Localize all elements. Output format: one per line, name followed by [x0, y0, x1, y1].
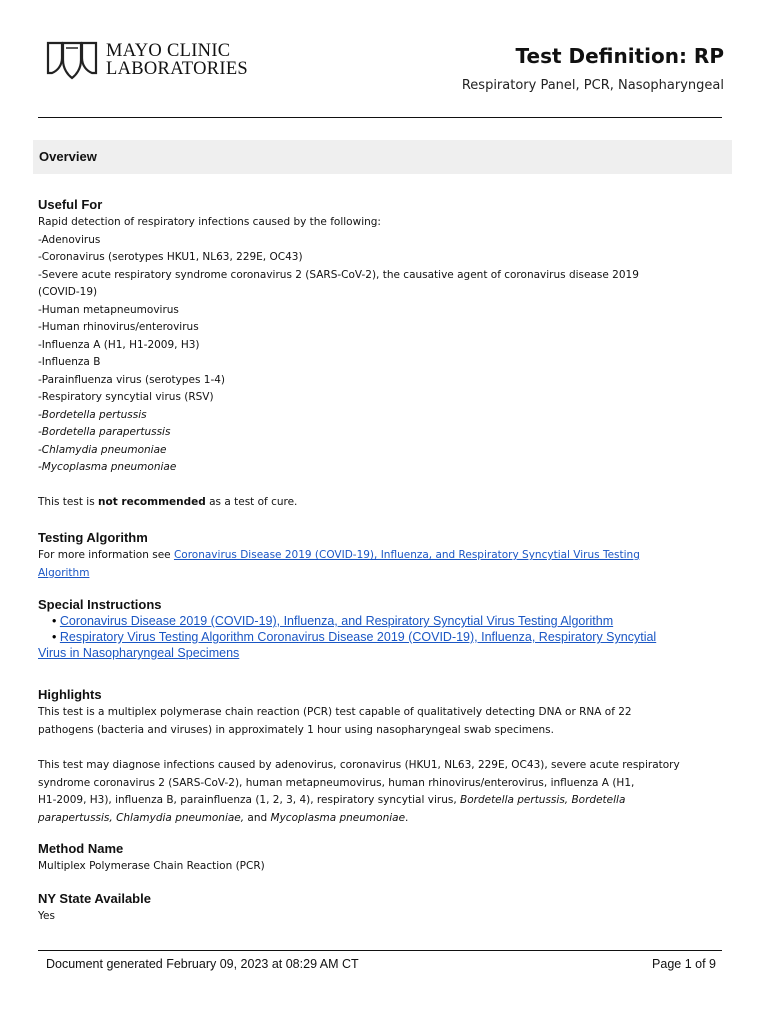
- list-item: -Parainfluenza virus (serotypes 1-4): [38, 373, 226, 386]
- list-item: -Severe acute respiratory syndrome coronavirus 2 (SARS-CoV-2), the causative agent of coronavirus disease 2019: [38, 268, 639, 281]
- list-item: -Respiratory syncytial virus (RSV): [38, 391, 214, 403]
- list-item: -Human rhinovirus/enterovirus: [38, 321, 199, 333]
- list-item: (COVID-19): [38, 286, 98, 298]
- page-subtitle: Respiratory Panel, PCR, Nasopharyngeal: [461, 78, 724, 93]
- highlights-section: [38, 687, 728, 827]
- footer-generated-date: Document generated February 09, 2023 at 08:29 AM CT: [46, 957, 359, 971]
- testing-algorithm-heading: Testing Algorithm: [38, 530, 148, 545]
- overview-section-bar: [33, 140, 732, 174]
- method-name-value: Multiplex Polymerase Chain Reaction (PCR): [38, 860, 265, 872]
- list-item: -Human metapneumovirus: [38, 303, 179, 316]
- overview-heading: Overview: [39, 149, 97, 164]
- ny-state-section: [38, 891, 728, 926]
- header-divider: [38, 117, 722, 118]
- bullet-icon: •: [52, 630, 57, 644]
- list-item: -Bordetella pertussis: [38, 408, 147, 421]
- highlights-heading: Highlights: [38, 687, 102, 702]
- list-item: -Adenovirus: [38, 233, 101, 246]
- useful-for-intro: Rapid detection of respiratory infections caused by the following:: [38, 216, 381, 228]
- logo-line-2: LABORATORIES: [106, 59, 249, 79]
- special-instructions-link-2-continued[interactable]: Virus in Nasopharyngeal Specimens: [38, 646, 240, 660]
- highlights-paragraph-2-line: syndrome coronavirus 2 (SARS-CoV-2), human metapneumovirus, human rhinovirus/enterovirus, influenza A (H1,: [38, 776, 635, 789]
- highlights-paragraph-2-line: This test may diagnose infections caused by adenovirus, coronavirus (HKU1, NL63, 229E, OC43), severe acute respiratory: [38, 759, 680, 771]
- logo-line-1: MAYO CLINIC: [106, 41, 231, 61]
- list-item: -Influenza A (H1, H1-2009, H3): [38, 338, 200, 351]
- list-item: -Mycoplasma pneumoniae: [38, 461, 177, 473]
- testing-algorithm-section: [38, 530, 728, 582]
- useful-for-section: [38, 197, 728, 511]
- list-item: -Bordetella parapertussis: [38, 426, 171, 438]
- page-title: Test Definition: RP: [515, 44, 724, 68]
- useful-for-heading: Useful For: [38, 197, 103, 212]
- list-item: -Influenza B: [38, 356, 101, 368]
- list-item: -Coronavirus (serotypes HKU1, NL63, 229E, OC43): [38, 251, 303, 263]
- highlights-paragraph-2-line: parapertussis, Chlamydia pneumoniae, and Mycoplasma pneumoniae.: [38, 811, 409, 824]
- special-instructions-link-2[interactable]: Respiratory Virus Testing Algorithm Coronavirus Disease 2019 (COVID-19), Influenza, Respiratory Syncytial: [59, 630, 657, 644]
- not-recommended-emphasis: not recommended: [98, 495, 206, 508]
- footer-page-number: Page 1 of 9: [652, 957, 716, 971]
- special-instructions-heading: Special Instructions: [38, 597, 162, 612]
- ny-state-heading: NY State Available: [38, 891, 151, 906]
- covid-testing-algorithm-link[interactable]: Coronavirus Disease 2019 (COVID-19), Influenza, and Respiratory Syncytial Virus Testing: [173, 549, 640, 561]
- special-instructions-section: [38, 597, 728, 661]
- method-name-heading: Method Name: [38, 841, 124, 856]
- list-item: -Chlamydia pneumoniae: [38, 443, 167, 456]
- mayo-clinic-logo: [46, 40, 276, 80]
- special-instructions-link-1[interactable]: Coronavirus Disease 2019 (COVID-19), Influenza, and Respiratory Syncytial Virus Testing Algorithm: [59, 614, 614, 628]
- highlights-paragraph-1-line: pathogens (bacteria and viruses) in approximately 1 hour using nasopharyngeal swab specimens.: [38, 723, 554, 736]
- covid-testing-algorithm-link-continued[interactable]: Algorithm: [38, 566, 90, 579]
- useful-for-note: This test is not recommended as a test of cure.: [38, 495, 298, 508]
- ny-state-value: Yes: [38, 910, 55, 922]
- highlights-paragraph-1-line: This test is a multiplex polymerase chain reaction (PCR) test capable of qualitatively detecting DNA or RNA of 22: [38, 706, 632, 718]
- bullet-icon: •: [52, 614, 57, 628]
- highlights-paragraph-2-line: H1-2009, H3), influenza B, parainfluenza (1, 2, 3, 4), respiratory syncytial virus, Bordetella pertussis, Bordetella: [38, 794, 626, 806]
- footer-divider: [38, 950, 722, 951]
- mayo-shields-icon: [46, 40, 98, 80]
- method-name-section: [38, 841, 728, 876]
- testing-algorithm-text: For more information see: [38, 549, 174, 561]
